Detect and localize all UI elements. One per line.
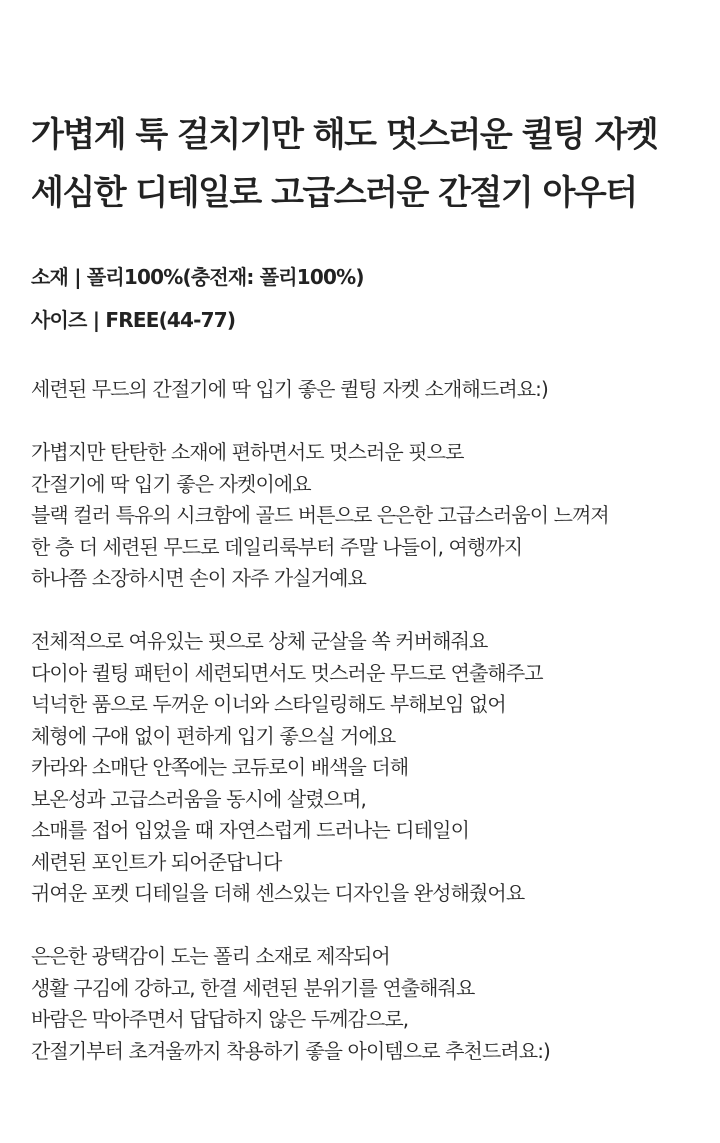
text-line: 바람은 막아주면서 답답하지 않은 두께감으로, — [31, 1007, 409, 1031]
text-line: 체형에 구애 없이 편하게 입기 좋으실 거에요 — [31, 723, 396, 748]
text-line: 간절기부터 초겨울까지 착용하기 좋을 아이템으로 추천드려요:) — [31, 1038, 550, 1063]
text-line: 간절기에 딱 입기 좋은 자켓이에요 — [31, 471, 311, 496]
headline-line-1: 가볍게 툭 걸치기만 해도 멋스러운 퀼팅 자켓 — [31, 115, 658, 155]
text-line: 소매를 접어 입었을 때 자연스럽게 드러나는 디테일이 — [31, 818, 469, 842]
text-line: 세련된 무드의 간절기에 딱 입기 좋은 퀼팅 자켓 소개해드려요:) — [31, 377, 548, 401]
text-line: 은은한 광택감이 도는 폴리 소재로 제작되어 — [31, 944, 390, 968]
text-line: 전체적으로 여유있는 핏으로 상체 군살을 쏙 커버해줘요 — [31, 629, 488, 653]
spec-material: 소재 | 폴리100%(충전재: 폴리100%) — [31, 265, 364, 289]
paragraph-details — [31, 626, 701, 910]
text-line: 넉넉한 품으로 두꺼운 이너와 스타일링해도 부해보임 없어 — [31, 692, 506, 716]
spec-size: 사이즈 | FREE(44-77) — [31, 308, 236, 332]
paragraph-material — [31, 941, 701, 1067]
headline — [31, 106, 701, 222]
paragraph-fit — [31, 437, 701, 595]
text-line: 가볍지만 탄탄한 소재에 편하면서도 멋스러운 핏으로 — [31, 440, 464, 464]
text-line: 보온성과 고급스러움을 동시에 살렸으며, — [31, 786, 366, 811]
paragraph-intro — [31, 374, 701, 406]
text-line: 블랙 컬러 특유의 시크함에 골드 버튼으로 은은한 고급스러움이 느껴져 — [31, 503, 609, 527]
text-line: 하나쯤 소장하시면 손이 자주 가실거예요 — [31, 566, 366, 590]
description-body — [31, 374, 701, 1099]
headline-line-2: 세심한 디테일로 고급스러운 간절기 아우터 — [31, 173, 637, 213]
text-line: 카라와 소매단 안쪽에는 코듀로이 배색을 더해 — [31, 755, 409, 779]
text-line: 귀여운 포켓 디테일을 더해 센스있는 디자인을 완성해줬어요 — [31, 881, 525, 905]
text-line: 한 층 더 세련된 무드로 데일리룩부터 주말 나들이, 여행까지 — [31, 534, 523, 559]
text-line: 다이아 퀼팅 패턴이 세련되면서도 멋스러운 무드로 연출해주고 — [31, 660, 543, 685]
text-line: 세련된 포인트가 되어준답니다 — [31, 849, 282, 874]
text-line: 생활 구김에 강하고, 한결 세련된 분위기를 연출해줘요 — [31, 975, 475, 1000]
product-specs — [31, 256, 701, 342]
